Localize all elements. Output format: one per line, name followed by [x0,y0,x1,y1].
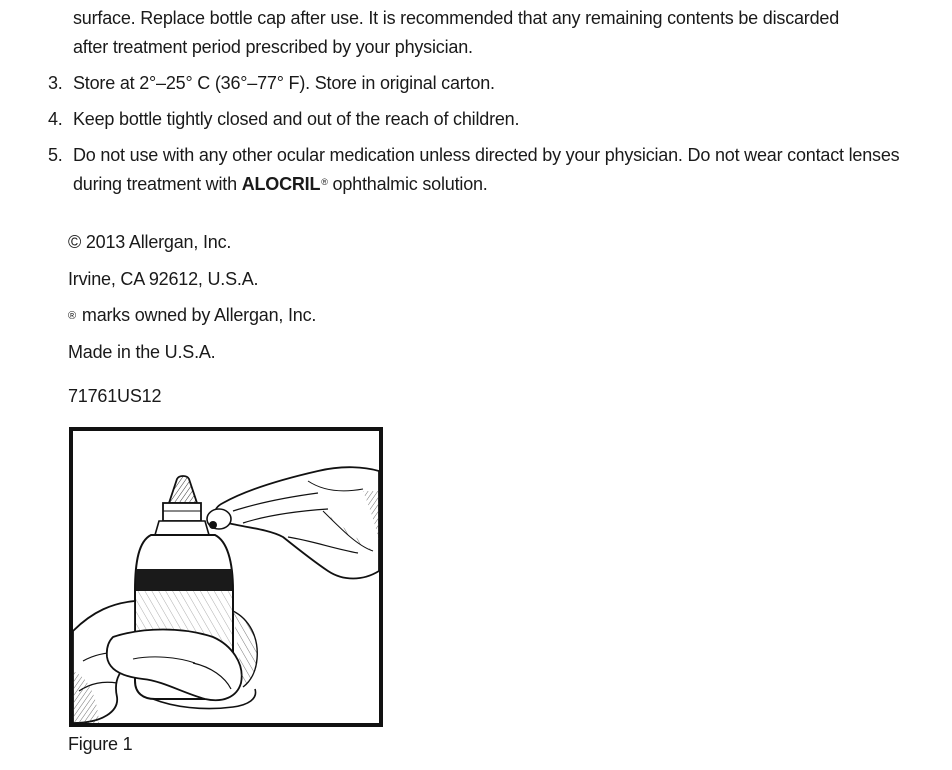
trademark-symbol: ® [68,310,76,322]
list-item-4 [48,105,928,134]
item-4-number: 4. [48,109,63,129]
instructions-list [48,4,928,206]
trademark-text: marks owned by Allergan, Inc. [81,305,317,325]
address-line: Irvine, CA 92612, U.S.A. [68,268,259,289]
item-5-number: 5. [48,145,63,165]
item-5-text-after: ophthalmic solution. [327,174,488,194]
figure-1-illustration [69,427,383,727]
made-in-line: Made in the U.S.A. [68,341,216,362]
list-item-3 [48,69,928,98]
product-code: 71761US12 [68,386,162,406]
list-item-5 [48,141,928,199]
brand-name [242,174,328,194]
trademark-line [68,301,316,338]
item-2-line-2: after treatment period prescribed by your physician. [73,37,473,57]
figure-caption: Figure 1 [68,734,133,754]
item-3-number: 3. [48,73,63,93]
item-4-text: Keep bottle tightly closed and out of the reach of children. [73,109,520,129]
copyright-line: © 2013 Allergan, Inc. [68,232,232,252]
manufacturer-info [68,228,316,419]
item-2-line-1: surface. Replace bottle cap after use. It is recommended that any remaining contents be discarded [73,8,840,28]
item-3-text: Store at 2°–25° C (36°–77° F). Store in original carton. [73,73,495,93]
item-5-text-before: Do not use with any other ocular medication unless directed by your physician. Do not wear contact lenses during treatment with [73,145,900,194]
hand-holding-eye-drop-bottle-icon [73,431,379,723]
brand-name-text: ALOCRIL [241,174,321,194]
list-item-2-continued [48,4,928,62]
brand-registered-mark: ® [321,177,328,187]
